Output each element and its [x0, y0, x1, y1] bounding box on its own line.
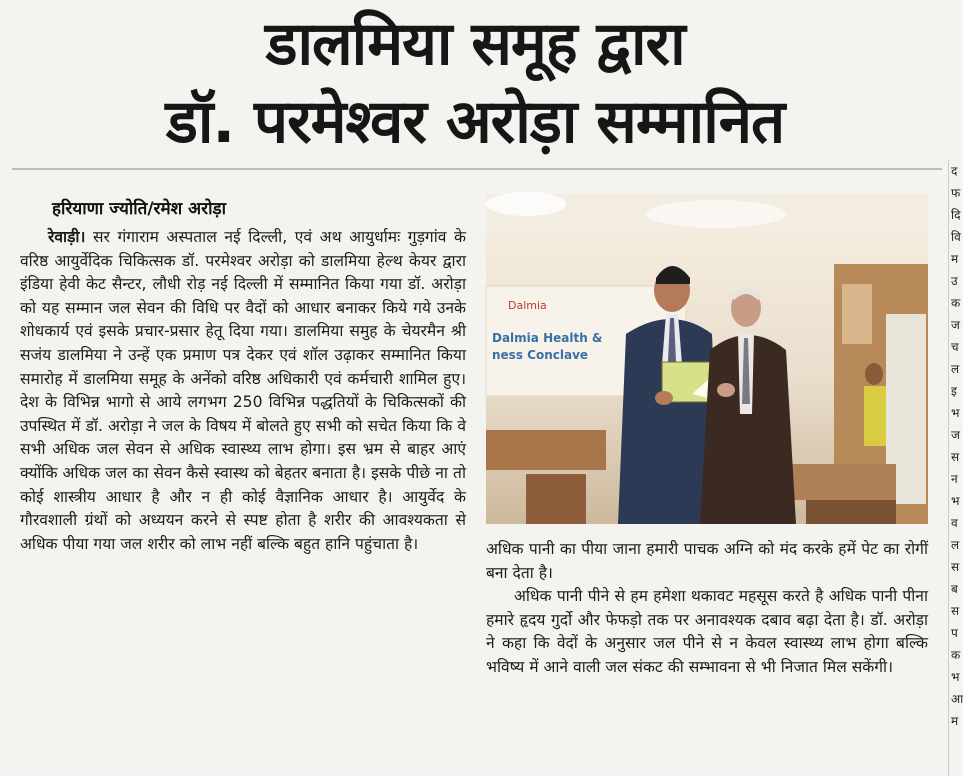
edge-glyph: फ — [951, 186, 961, 200]
edge-glyph: उ — [951, 274, 958, 288]
edge-glyph: वि — [951, 230, 961, 244]
right-column-para-1: अधिक पानी का पीया जाना हमारी पाचक अग्नि को मंद करके हमें पेट का रोगीं बना देता है। — [486, 540, 928, 582]
article-right-column — [486, 538, 928, 680]
edge-glyph: ज — [951, 428, 960, 442]
edge-glyph: व — [951, 516, 958, 530]
article-left-column — [20, 226, 466, 556]
edge-glyph: भ — [951, 406, 960, 420]
edge-glyph: दि — [951, 208, 961, 222]
left-column-body: सर गंगाराम अस्पताल नई दिल्ली, एवं अथ आयुर्धामः गुड़गांव के वरिष्ठ आयुर्वेदिक चिकित्सक डॉ. परमेश्वर अरोड़ा को डालमिया हेल्थ केयर द्वारा इंडिया हेवी केट सैन्टर, लौधी रोड़ नई दिल्ली में सम्मानित किया गया डॉ. अरोड़ा को यह सम्मान जल सेवन की विधि पर वैदों को आधार बनाकर किये गये उनके शोधकार्य एवं इसके प्रचार-प्रसार हेतू दिया गया। डालमिया समुह के चेयरमैन श्री सजंय डालमिया ने उन्हें एक प्रमाण पत्र देकर एवं शॉल उढ़ाकर सम्मानित किया समारोह में डालमिया समूह के अनेंको वरिष्ठ अधिकारी एवं कर्मचारी शामिल हुए। देश के विभिन्न भागो से आये लगभग 250 विभिन्न पद्धतियों के चिकित्सकों की उपस्थित में डॉ. अरोड़ा ने जल के विषय में बोलते हुए सभी को सचेत किया कि वे सभी अधिक जल सेवन से अधिक स्वास्थ्य लाभ होगा। इस भ्रम से बाहर आएं क्योंकि अधिक जल का सेवन कैसे स्वास्थ को बेहतर बनाता है। इसके पीछे ना तो कोई शास्त्रीय आधार है और न ही कोई वैज्ञानिक आधार है। आयुर्वेद के गौरवशाली ग्रंथों को अध्ययन करने से स्पष्ट होता है शरीर की आवश्यकता से अधिक पीया गया जल शरीर को लाभ नहीं बल्कि बहुत हानि पहुंचाता है। — [20, 228, 466, 553]
edge-glyph: म — [951, 714, 959, 728]
edge-glyph: ज — [951, 318, 960, 332]
right-column-para-2: अधिक पानी पीने से हम हमेशा थकावट महसूस करते है अधिक पानी पीना हमारे हृदय गुर्दो और फेफड़ो तक पर अनावश्यक दबाव बढ़ा देता है। डॉ. अरोड़ा ने कहा कि वेदों के अनुसार जल पीने से न केवल स्वास्थ्य लाभ होगा बल्कि भविष्य में आने वाली जल संकट की सम्भावना से भी निजात मिल सकेंगी। — [486, 587, 928, 676]
banner-line-2: ness Conclave — [492, 348, 589, 362]
edge-glyph: म — [951, 252, 959, 266]
edge-glyph: द — [951, 164, 958, 178]
adjacent-column-edge — [948, 160, 961, 776]
headline-line-1: डालमिया समूह द्वारा — [265, 9, 685, 79]
headline-divider — [12, 168, 942, 170]
edge-glyph: न — [951, 472, 958, 486]
edge-glyph: ब — [951, 582, 958, 596]
event-photo — [486, 194, 928, 524]
byline: हरियाणा ज्योति/रमेश अरोड़ा — [52, 199, 226, 219]
edge-glyph: आ — [951, 692, 963, 706]
photo-illustration — [486, 194, 928, 524]
edge-glyph: च — [951, 340, 959, 354]
banner-brand: Dalmia — [508, 299, 547, 312]
edge-glyph: ल — [951, 538, 960, 552]
edge-glyph: क — [951, 648, 961, 662]
edge-glyph: इ — [951, 384, 957, 398]
headline-line-2: डॉ. परमेश्वर अरोड़ा सम्मानित — [165, 87, 785, 157]
edge-glyph: स — [951, 560, 960, 574]
banner-line-1: Dalmia Health & — [492, 331, 603, 345]
edge-glyph: क — [951, 296, 961, 310]
edge-glyph: भ — [951, 494, 960, 508]
edge-glyph: ल — [951, 362, 960, 376]
edge-glyph: भ — [951, 670, 960, 684]
edge-glyph: स — [951, 450, 960, 464]
headline — [0, 6, 950, 162]
edge-glyph: स — [951, 604, 960, 618]
dateline: रेवाड़ी। — [48, 228, 86, 246]
edge-glyph: प — [951, 626, 958, 640]
